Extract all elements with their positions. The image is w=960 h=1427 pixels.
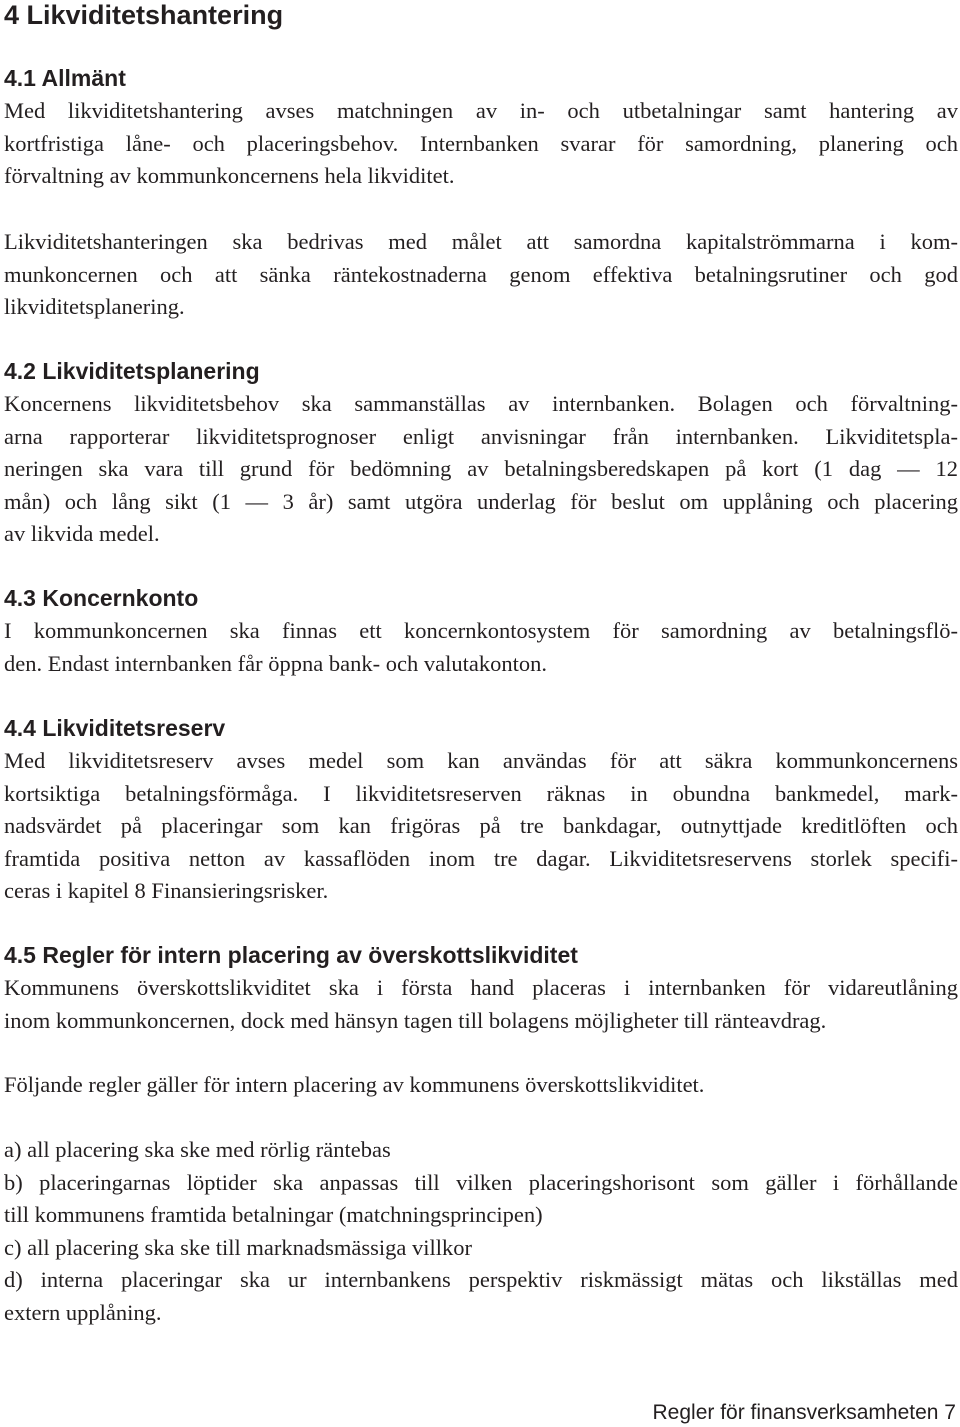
section-4-1-paragraph-2 (4, 226, 958, 324)
text-line: av likvida medel. (4, 521, 160, 547)
list-item: b) placeringarnas löptider ska anpassas till vilken placeringshorisont som gäller i förhållande (4, 1169, 958, 1195)
text-line: kortfristiga låne- och placeringsbehov. Internbanken svarar för samordning, planering och (4, 130, 958, 156)
section-4-5-title: 4.5 Regler för intern placering av överskottslikviditet (4, 942, 578, 968)
section-4-5-paragraph-1 (4, 972, 958, 1037)
list-item: d) interna placeringar ska ur internbankens perspektiv riskmässigt mätas och likställas med (4, 1267, 958, 1293)
text-line: kortsiktiga betalningsförmåga. I likviditetsreserven räknas in obundna bankmedel, mark- (4, 780, 958, 806)
section-4-3-paragraph-1 (4, 615, 958, 680)
text-line: ceras i kapitel 8 Finansieringsrisker. (4, 878, 329, 904)
text-line: neringen ska vara till grund för bedömning av betalningsberedskapen på kort (1 dag — 12 (4, 456, 958, 482)
section-4-1-title: 4.1 Allmänt (4, 65, 126, 91)
text-line: munkoncernen och att sänka räntekostnaderna genom effektiva betalningsrutiner och god (4, 261, 958, 287)
page-footer: Regler för finansverksamheten 7 (652, 1401, 956, 1424)
text-line: arna rapporterar likviditetsprognoser enligt anvisningar från internbanken. Likviditetspla- (4, 423, 958, 449)
text-line: den. Endast internbanken får öppna bank- och valutakonton. (4, 650, 547, 676)
section-4-4-title: 4.4 Likviditetsreserv (4, 715, 226, 741)
section-4-2-title: 4.2 Likviditetsplanering (4, 358, 260, 384)
section-4-2-paragraph-1 (4, 388, 958, 551)
list-item-continuation: till kommunens framtida betalningar (matchningsprincipen) (4, 1202, 543, 1228)
text-line: Likviditetshanteringen ska bedrivas med målet att samordna kapitalströmmarna i kom- (4, 229, 958, 254)
section-4-5-paragraph-2 (4, 1069, 958, 1102)
section-4-1-paragraph-1 (4, 95, 958, 193)
text-line: mån) och lång sikt (1 — 3 år) samt utgöra underlag för beslut om upplåning och placering (4, 488, 958, 514)
text-line: Med likviditetsreserv avses medel som kan användas för att säkra kommunkoncernens (4, 748, 958, 773)
list-item: c) all placering ska ske till marknadsmässiga villkor (4, 1234, 472, 1260)
text-line: I kommunkoncernen ska finnas ett koncernkontosystem för samordning av betalningsflö- (4, 618, 958, 643)
text-line: nadsvärdet på placeringar som kan frigöras på tre bankdagar, outnyttjade kreditlöften och (4, 813, 958, 839)
text-line: framtida positiva netton av kassaflöden inom tre dagar. Likviditetsreservens storlek specifi- (4, 845, 958, 871)
section-4-4-paragraph-1 (4, 745, 958, 908)
text-line: Kommunens överskottslikviditet ska i första hand placeras i internbanken för vidareutlåning (4, 975, 958, 1000)
text-line: Koncernens likviditetsbehov ska sammanställas av internbanken. Bolagen och förvaltning- (4, 391, 958, 416)
text-line: Följande regler gäller för intern placering av kommunens överskottslikviditet. (4, 1072, 705, 1097)
text-line: likviditetsplanering. (4, 294, 185, 320)
list-item-continuation: extern upplåning. (4, 1299, 162, 1325)
placement-rules-list (4, 1134, 958, 1330)
chapter-heading: 4 Likviditetshantering (4, 0, 284, 30)
text-line: förvaltning av kommunkoncernens hela likviditet. (4, 163, 455, 189)
section-4-3-title: 4.3 Koncernkonto (4, 585, 199, 611)
list-item: a) all placering ska ske med rörlig räntebas (4, 1137, 391, 1162)
text-line: inom kommunkoncernen, dock med hänsyn tagen till bolagens möjligheter till ränteavdrag. (4, 1007, 827, 1033)
text-line: Med likviditetshantering avses matchningen av in- och utbetalningar samt hantering av (4, 98, 958, 123)
